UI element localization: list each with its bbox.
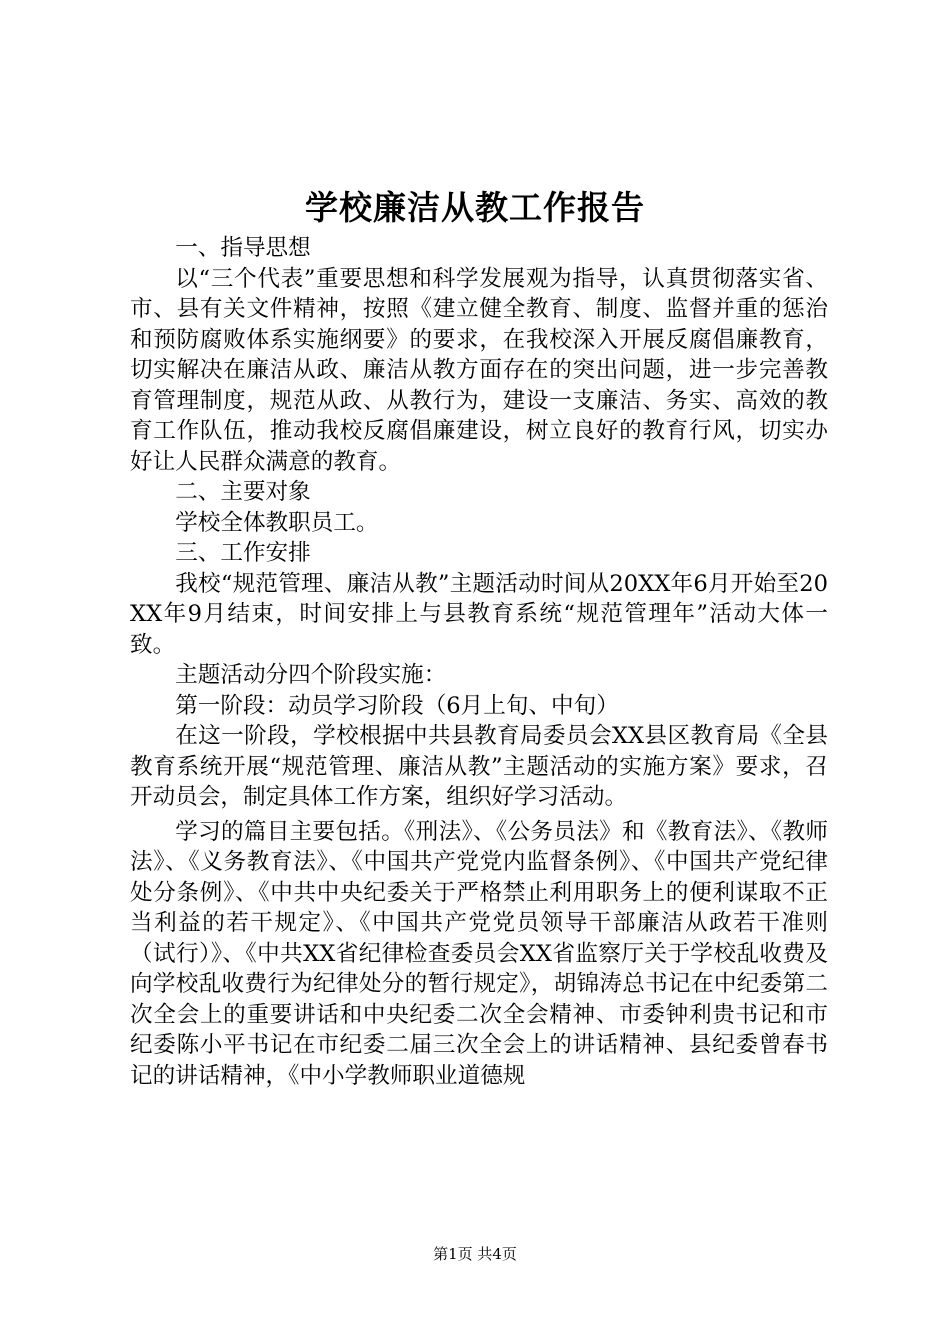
paragraph-stage-one: 第一阶段：动员学习阶段（6月上旬、中旬） (175, 692, 619, 719)
page-title: 学校廉洁从教工作报告 (305, 188, 645, 227)
section-heading-guiding-ideology: 一、指导思想 (175, 235, 311, 261)
paragraph-four-stages: 主题活动分四个阶段实施： (175, 662, 447, 688)
section-heading-work-arrangement: 三、工作安排 (175, 540, 311, 566)
paragraph-main-targets: 学校全体教职员工。 (175, 509, 379, 536)
page-indicator: 第1页 共4页 (433, 1245, 517, 1263)
document-body (130, 233, 828, 1091)
section-heading-main-targets: 二、主要对象 (175, 479, 311, 505)
paragraph-stage-one-detail: 在这一阶段，学校根据中共县教育局委员会XX县区教育局《全县教育系统开展“规范管理、廉洁从教”主题活动的实施方案》要求，召开动员会，制定具体工作方案，组织好学习活动。 (130, 723, 828, 810)
paragraph-guiding-ideology: 以“三个代表”重要思想和科学发展观为指导，认真贯彻落实省、市、县有关文件精神，按照《建立健全教育、制度、监督并重的惩治和预防腐败体系实施纲要》的要求，在我校深入开展反腐倡廉教育，切实解决在廉洁从政、廉洁从教方面存在的突出问题，进一步完善教育管理制度，规范从政、从教行为，建设一支廉洁、务实、高效的教育工作队伍，推动我校反腐倡廉建设，树立良好的教育行风，切实办好让人民群众满意的教育。 (130, 265, 828, 475)
paragraph-study-contents: 学习的篇目主要包括。《刑法》、《公务员法》和《教育法》、《教师法》、《义务教育法》、《中国共产党党内监督条例》、《中国共产党纪律处分条例》、《中共中央纪委关于严格禁止利用职务上的便利谋取不正当利益的若干规定》、《中国共产党党员领导干部廉洁从政若干准则（试行）》、《中共XX省纪律检查委员会XX省监察厅关于学校乱收费及向学校乱收费行为纪律处分的暂行规定》，胡锦涛总书记在中纪委第二次全会上的重要讲话和中央纪委二次全会精神、市委钟利贵书记和市纪委陈小平书记在市纪委二届三次全会上的讲话精神、县纪委曾春书记的讲话精神，《中小学教师职业道德规 (130, 818, 828, 1089)
paragraph-activity-time: 我校“规范管理、廉洁从教”主题活动时间从20XX年6月开始至20XX年9月结束，时间安排上与县教育系统“规范管理年”活动大体一致。 (130, 570, 828, 658)
